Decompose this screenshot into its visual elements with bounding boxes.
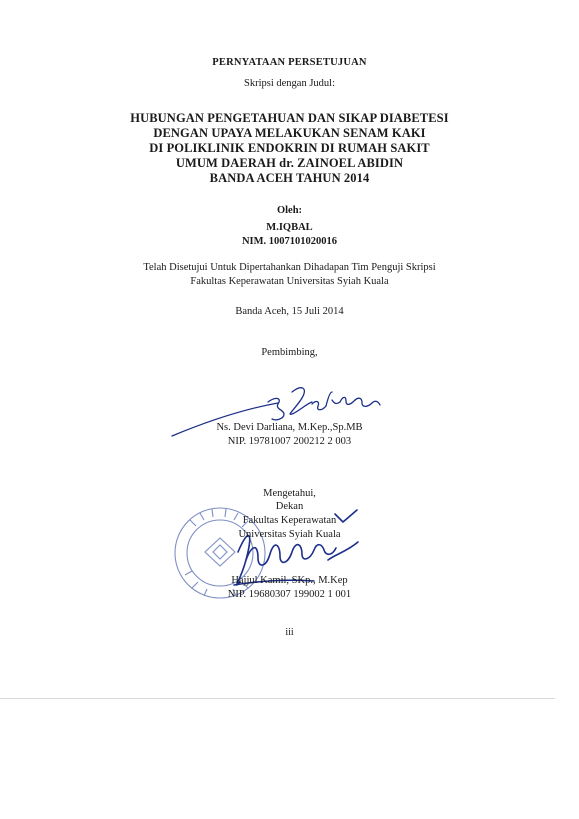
- author-name: M.IQBAL: [266, 222, 313, 233]
- page-number: iii: [285, 627, 294, 638]
- thesis-title-line: HUBUNGAN PENGETAHUAN DAN SIKAP DIABETESI: [130, 111, 449, 125]
- thesis-title-line: DI POLIKLINIK ENDOKRIN DI RUMAH SAKIT: [149, 141, 430, 155]
- approval-text: Telah Disetujui Untuk Dipertahankan Dihadapan Tim Penguji Skripsi: [143, 262, 436, 273]
- by-label: Oleh:: [276, 205, 303, 216]
- dean-nip: NIP. 19680307 199002 1 001: [227, 589, 352, 600]
- place-date: Banda Aceh, 15 Juli 2014: [235, 306, 344, 317]
- scan-edge-divider: [0, 698, 555, 699]
- page-subheading: Skripsi dengan Judul:: [244, 78, 335, 89]
- dean-title: Dekan: [275, 501, 304, 512]
- university-name: Universitas Syiah Kuala: [238, 529, 341, 540]
- faculty-name: Fakultas Keperawatan: [242, 515, 337, 526]
- supervisor-name: Ns. Devi Darliana, M.Kep.,Sp.MB: [216, 422, 363, 433]
- thesis-title-line: BANDA ACEH TAHUN 2014: [209, 171, 370, 185]
- thesis-title-line: UMUM DAERAH dr. ZAINOEL ABIDIN: [175, 156, 404, 170]
- author-nim: NIM. 1007101020016: [241, 236, 338, 247]
- supervisor-label: Pembimbing,: [261, 347, 318, 358]
- thesis-title-line: DENGAN UPAYA MELAKUKAN SENAM KAKI: [153, 126, 426, 140]
- acknowledged-label: Mengetahui,: [263, 488, 316, 499]
- dean-name: Hajjul Kamil, SKp., M.Kep: [231, 575, 348, 586]
- supervisor-nip: NIP. 19781007 200212 2 003: [227, 436, 352, 447]
- approval-text: Fakultas Keperawatan Universitas Syiah Kuala: [190, 276, 389, 287]
- page-heading: PERNYATAAN PERSETUJUAN: [212, 57, 367, 68]
